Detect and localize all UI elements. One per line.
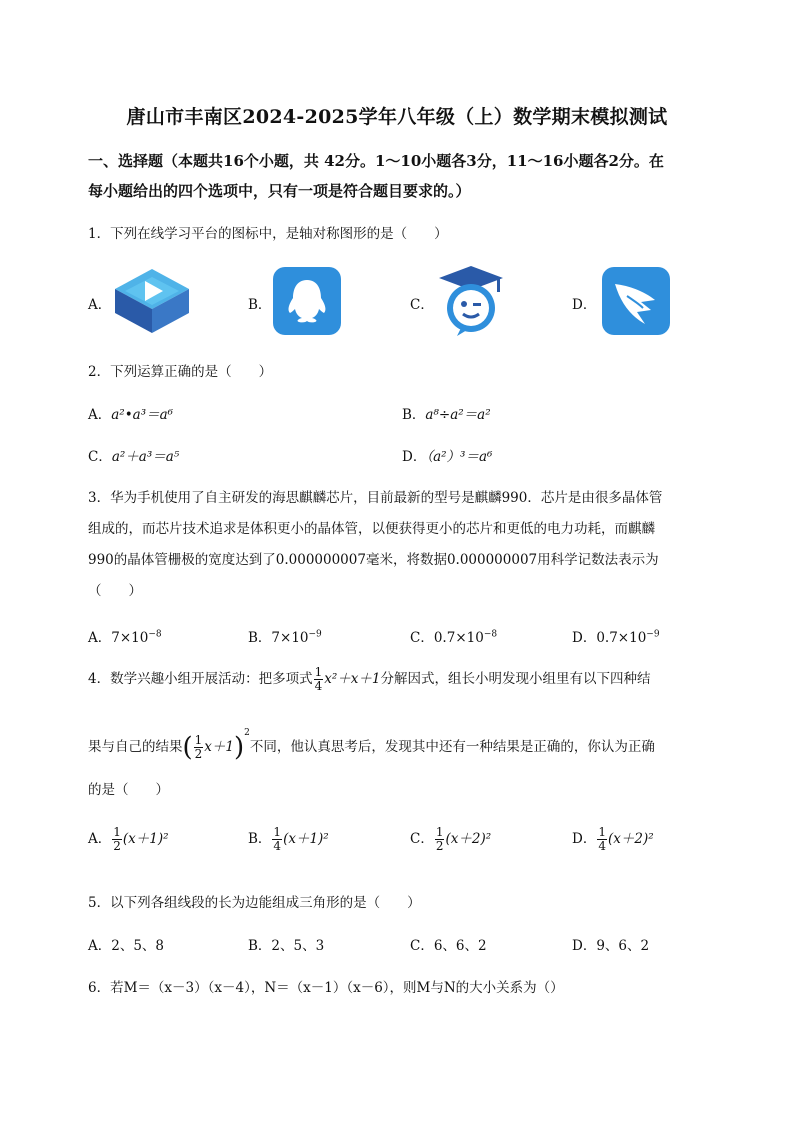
- q4-option-a-tail: (x＋1)²: [122, 831, 169, 847]
- q3-line4: （ ）: [88, 583, 142, 599]
- q3-option-a-exp: −8: [148, 629, 162, 640]
- q5-option-c: [410, 934, 487, 954]
- q2-option-b: [402, 403, 491, 423]
- q4-option-d: [572, 826, 654, 853]
- q4-option-b: [248, 826, 329, 853]
- q3-option-c-base: 0.7×10: [433, 630, 484, 646]
- q4-half-num: 1: [194, 733, 203, 747]
- q2-option-c-label: C．: [88, 449, 112, 465]
- q4-option-a-frac: [112, 826, 122, 853]
- q4-half-fraction: [194, 734, 204, 761]
- q2-option-d-label: D．: [402, 449, 427, 465]
- q2-option-a: [88, 403, 173, 423]
- q1-option-c-label: C．: [410, 297, 434, 313]
- q3-option-d-base: 0.7×10: [596, 630, 647, 646]
- q3-line3: 990的晶体管栅极的宽度达到了0.000000007毫米，将数据0.000000007用科学记数法表示为: [88, 552, 659, 568]
- q4-inner: x＋1: [204, 739, 234, 755]
- q4-option-d-frac: [597, 826, 607, 853]
- q5-option-b: [248, 934, 324, 954]
- penguin-icon: [272, 266, 342, 340]
- q2-option-c-expr: a²＋a³＝a⁵: [111, 449, 180, 465]
- q3-line2: 组成的，而芯片技术追求是体积更小的晶体管，以便获得更小的芯片和更低的电力功耗，而麒麟: [88, 521, 655, 537]
- q4-option-b-label: B．: [248, 831, 272, 847]
- q4-quarter-den: 4: [314, 679, 323, 693]
- q2-option-d-expr: （a²）³＝a⁶: [426, 449, 493, 465]
- q5-option-d-text: 9、6、2: [596, 938, 650, 954]
- q2-option-b-label: B．: [402, 407, 426, 423]
- q2-option-a-label: A．: [88, 407, 112, 423]
- q5-option-a-text: 2、5、8: [111, 938, 165, 954]
- q3-option-d-exp: −9: [646, 629, 660, 640]
- q4-quarter-num: 1: [314, 665, 323, 679]
- q3-option-c-label: C．: [410, 630, 434, 646]
- q4-option-a-label: A．: [88, 831, 112, 847]
- q5-option-d-label: D．: [572, 938, 597, 954]
- q4-poly-rest: x²＋x＋1: [324, 671, 381, 687]
- wing-icon: [601, 266, 671, 340]
- q4-line2: [88, 728, 655, 763]
- q6-stem: 6．若M＝（x－3）（x－4），N＝（x－1）（x－6），则M与N的大小关系为（）: [88, 980, 564, 996]
- q4-line2-a: 果与自己的结果: [88, 739, 183, 755]
- q5-option-c-text: 6、6、2: [433, 938, 487, 954]
- q1-option-d-label: D．: [572, 297, 597, 313]
- q4-option-d-tail: (x＋2)²: [607, 831, 654, 847]
- q5-option-b-label: B．: [248, 938, 272, 954]
- q4-option-c-tail: (x＋2)²: [445, 831, 492, 847]
- q3-line1: 3．华为手机使用了自主研发的海思麒麟芯片，目前最新的型号是麒麟990．芯片是由很多晶体管: [88, 490, 663, 506]
- q3-option-a-base: 7×10: [111, 630, 149, 646]
- q4-option-b-num: 1: [273, 825, 282, 839]
- q4-option-a-num: 1: [113, 825, 121, 839]
- q3-option-d: [572, 626, 660, 646]
- q1-option-b-label: B．: [248, 297, 272, 313]
- q4-option-d-num: 1: [598, 825, 606, 839]
- q1-stem: 1．下列在线学习平台的图标中，是轴对称图形的是（ ）: [88, 226, 448, 242]
- q5-option-a: [88, 934, 164, 954]
- q4-quarter-fraction: [314, 666, 324, 693]
- page-title: 唐山市丰南区2024-2025学年八年级（上）数学期末模拟测试: [126, 106, 668, 128]
- q3-option-b-exp: −9: [308, 629, 322, 640]
- q3-option-c-exp: −8: [483, 629, 498, 640]
- q4-option-b-den: 4: [273, 839, 282, 853]
- q4-option-d-den: 4: [598, 839, 606, 853]
- q5-option-a-label: A．: [88, 938, 112, 954]
- section-heading-line1: 一、选择题（本题共16个小题，共 42分。1～10小题各3分，11～16小题各2分。在: [88, 152, 664, 170]
- section-heading-line2: 每小题给出的四个选项中，只有一项是符合题目要求的。）: [88, 182, 471, 200]
- q4-option-c-num: 1: [435, 825, 444, 839]
- q4-option-b-tail: (x＋1)²: [283, 831, 329, 847]
- q4-half-den: 2: [194, 747, 203, 761]
- q2-option-b-expr: a⁸÷a²＝a²: [425, 407, 491, 423]
- q3-option-b-base: 7×10: [271, 630, 309, 646]
- q4-line1: [88, 666, 650, 693]
- q4-option-b-frac: [272, 826, 282, 853]
- q3-option-a: [88, 626, 162, 646]
- q2-stem: 2．下列运算正确的是（ ）: [88, 364, 273, 380]
- q5-option-c-label: C．: [410, 938, 434, 954]
- q4-option-a: [88, 826, 169, 853]
- graduation-cap-face-icon: [437, 264, 505, 342]
- q5-option-d: [572, 934, 649, 954]
- q4-right-paren: ): [234, 732, 245, 763]
- q5-stem: 5．以下列各组线段的长为边能组成三角形的是（ ）: [88, 895, 421, 911]
- q3-option-a-label: A．: [88, 630, 112, 646]
- q4-option-c: [410, 826, 491, 853]
- q3-option-c: [410, 626, 497, 646]
- section-heading: [88, 146, 728, 206]
- q4-option-c-label: C．: [410, 831, 434, 847]
- q3-option-b: [248, 626, 322, 646]
- q2-option-a-expr: a²•a³＝a⁶: [111, 407, 174, 423]
- q2-option-d: [402, 445, 492, 465]
- q4-line2-b: 不同，他认真思考后，发现其中还有一种结果是正确的，你认为正确: [249, 739, 655, 755]
- q4-option-c-frac: [435, 826, 445, 853]
- q4-square: 2: [244, 728, 250, 738]
- q2-option-c: [88, 445, 179, 465]
- q5-option-b-text: 2、5、3: [271, 938, 325, 954]
- q3-option-d-label: D．: [572, 630, 597, 646]
- q4-left-paren: (: [182, 732, 193, 763]
- play-cap-icon: [113, 267, 191, 339]
- q4-option-d-label: D．: [572, 831, 597, 847]
- q4-option-c-den: 2: [435, 839, 444, 853]
- q4-line1-a: 4．数学兴趣小组开展活动：把多项式: [88, 671, 313, 687]
- q3-option-b-label: B．: [248, 630, 272, 646]
- q1-option-a-label: A．: [88, 297, 112, 313]
- q4-option-a-den: 2: [113, 839, 121, 853]
- q4-line3: 的是（ ）: [88, 782, 169, 798]
- q4-line1-b: 分解因式，组长小明发现小组里有以下四种结: [380, 671, 651, 687]
